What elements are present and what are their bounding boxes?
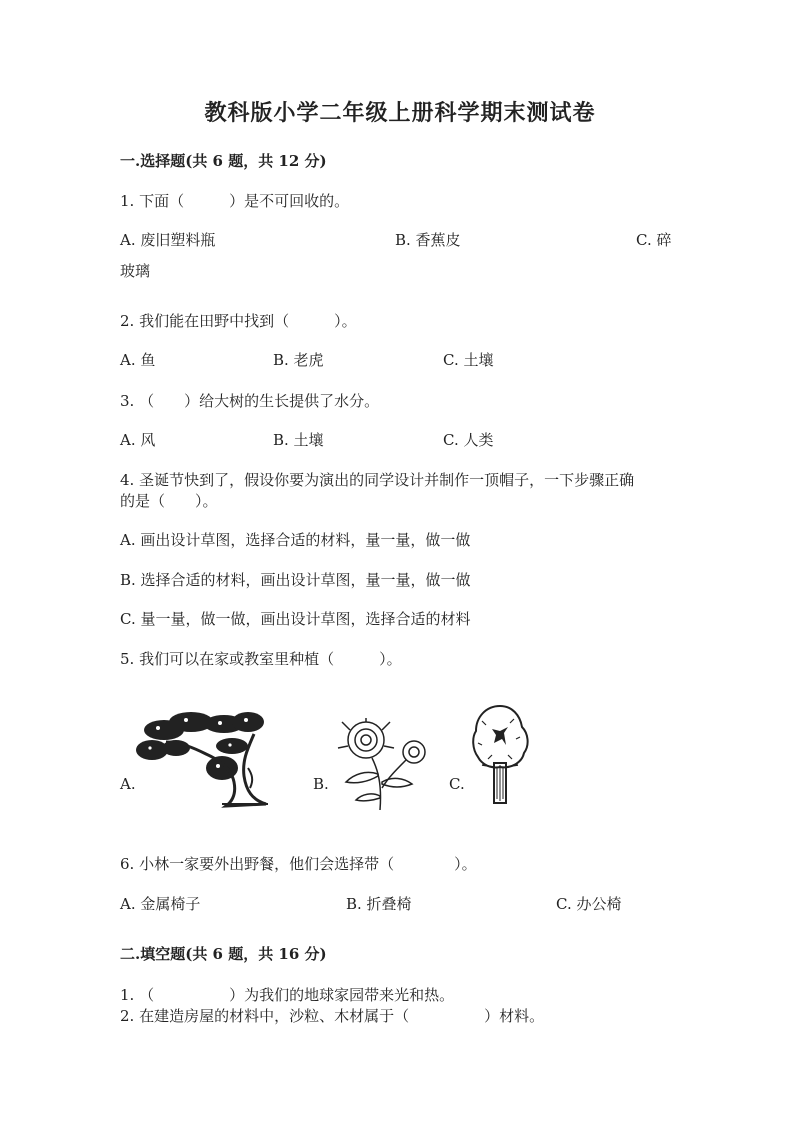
bonsai-pine-icon <box>136 708 272 810</box>
q3-option-a: A. 风 <box>120 431 156 449</box>
question-4-line-1: 4. 圣诞节快到了，假设你要为演出的同学设计并制作一顶帽子，一下步骤正确 <box>120 471 635 489</box>
q6-option-c: C. 办公椅 <box>556 895 622 913</box>
q5-option-c: C. <box>449 775 465 793</box>
q4-option-b: B. 选择合适的材料，画出设计草图，量一量，做一做 <box>120 571 471 589</box>
question-5: 5. 我们可以在家或教室里种植（ ）。 <box>120 650 402 668</box>
q5-option-a: A. <box>120 775 136 793</box>
fill-question-2: 2. 在建造房屋的材料中，沙粒、木材属于（ ）材料。 <box>120 1007 545 1025</box>
q1-option-c-continued: 玻璃 <box>120 262 151 280</box>
question-4-line-2: 的是（ ）。 <box>120 492 218 510</box>
q1-option-a: A. 废旧塑料瓶 <box>120 231 216 249</box>
q1-option-c: C. 碎 <box>636 231 672 249</box>
question-2: 2. 我们能在田野中找到（ ）。 <box>120 312 357 330</box>
question-6: 6. 小林一家要外出野餐，他们会选择带（ ）。 <box>120 855 477 873</box>
section-heading-choice: 一.选择题(共 6 题，共 12 分) <box>120 152 327 170</box>
q2-option-a: A. 鱼 <box>120 351 156 369</box>
q2-option-c: C. 土壤 <box>443 351 494 369</box>
section-heading-fill-in: 二.填空题(共 6 题，共 16 分) <box>120 945 327 963</box>
q1-option-b: B. 香蕉皮 <box>395 231 461 249</box>
q4-option-c: C. 量一量，做一做，画出设计草图，选择合适的材料 <box>120 610 471 628</box>
q4-option-a: A. 画出设计草图，选择合适的材料，量一量，做一做 <box>120 531 471 549</box>
q6-option-b: B. 折叠椅 <box>346 895 412 913</box>
q2-option-b: B. 老虎 <box>273 351 324 369</box>
page-title: 教科版小学二年级上册科学期末测试卷 <box>204 100 596 126</box>
question-1: 1. 下面（ ）是不可回收的。 <box>120 192 350 210</box>
q3-option-c: C. 人类 <box>443 431 494 449</box>
q3-option-b: B. 土壤 <box>273 431 324 449</box>
chrysanthemum-icon <box>332 718 436 812</box>
question-3: 3. （ ）给大树的生长提供了水分。 <box>120 392 380 410</box>
q5-option-b: B. <box>313 775 329 793</box>
q6-option-a: A. 金属椅子 <box>120 895 201 913</box>
fill-question-1: 1. （ ）为我们的地球家园带来光和热。 <box>120 986 455 1004</box>
tree-icon <box>468 703 532 807</box>
